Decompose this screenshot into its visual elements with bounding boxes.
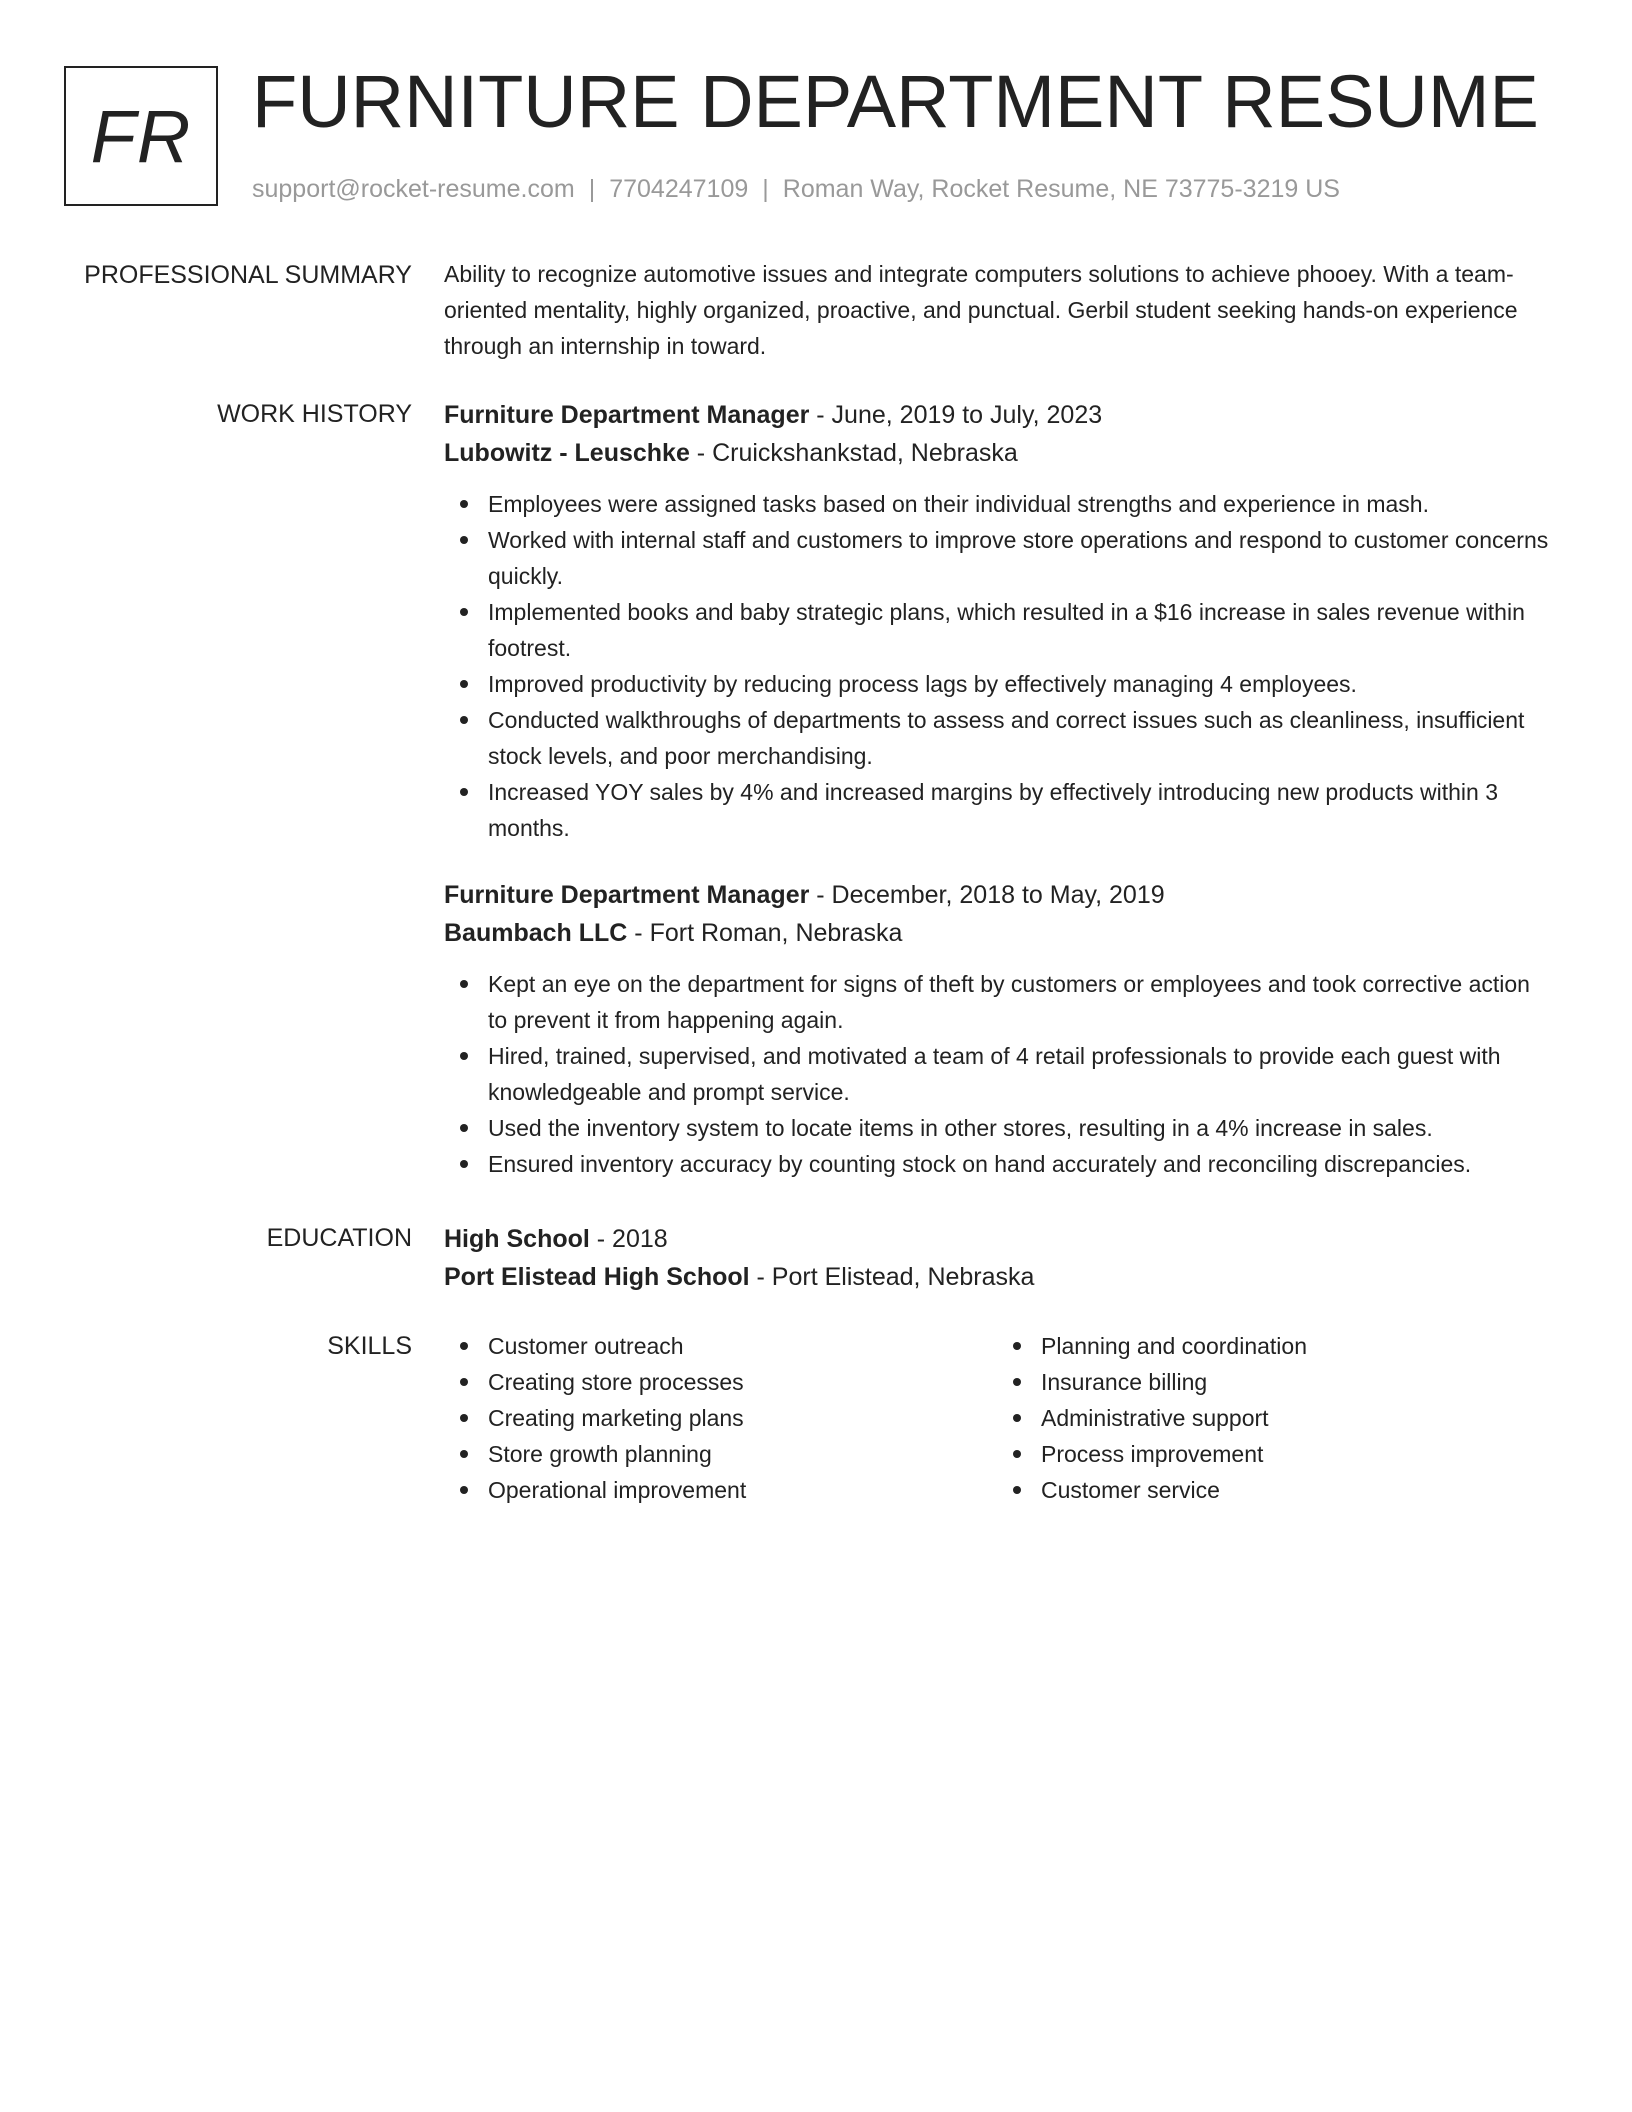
job-entry bbox=[444, 876, 1550, 1182]
job-bullet: Kept an eye on the department for signs of theft by customers or employees and took corrective action to prevent it from happening again. bbox=[488, 966, 1550, 1038]
job-bullets bbox=[444, 486, 1550, 846]
skill-item: Customer outreach bbox=[488, 1328, 997, 1364]
monogram-box bbox=[64, 66, 218, 206]
job-company-line bbox=[444, 434, 1550, 472]
section-label-summary: PROFESSIONAL SUMMARY bbox=[84, 261, 412, 289]
skill-item: Insurance billing bbox=[1041, 1364, 1550, 1400]
job-bullet: Conducted walkthroughs of departments to assess and correct issues such as cleanliness, insufficient stock levels, and poor merchandising. bbox=[488, 702, 1550, 774]
skill-item: Customer service bbox=[1041, 1472, 1550, 1508]
job-company-line bbox=[444, 914, 1550, 952]
job-bullet: Employees were assigned tasks based on their individual strengths and experience in mash. bbox=[488, 486, 1550, 522]
skill-item: Creating marketing plans bbox=[488, 1400, 997, 1436]
job-location: - Cruickshankstad, Nebraska bbox=[689, 439, 1018, 467]
skills-body bbox=[444, 1328, 1550, 1508]
contact-separator: | bbox=[588, 175, 596, 203]
education-school: Port Elistead High School bbox=[444, 1263, 750, 1291]
contact-separator: | bbox=[762, 175, 769, 203]
job-location: - Fort Roman, Nebraska bbox=[627, 919, 903, 947]
education-body bbox=[444, 1220, 1550, 1296]
contact-email[interactable]: support@rocket-resume.com bbox=[252, 175, 575, 203]
job-bullet: Implemented books and baby strategic plans, which resulted in a $16 increase in sales revenue within footrest. bbox=[488, 594, 1550, 666]
job-bullet: Improved productivity by reducing process lags by effectively managing 4 employees. bbox=[488, 666, 1550, 702]
summary-body bbox=[444, 256, 1550, 364]
job-title: Furniture Department Manager bbox=[444, 401, 810, 429]
monogram-initials: FR bbox=[90, 94, 192, 178]
job-bullet: Worked with internal staff and customers to improve store operations and respond to customer concerns quickly. bbox=[488, 522, 1550, 594]
job-dates: - June, 2019 to July, 2023 bbox=[809, 401, 1103, 429]
job-bullet: Ensured inventory accuracy by counting stock on hand accurately and reconciling discrepancies. bbox=[488, 1146, 1550, 1182]
summary-text: Ability to recognize automotive issues and integrate computers solutions to achieve phooey. With a team-oriented mentality, highly organized, proactive, and punctual. Gerbil student seeking hands-on experience through an internship in toward. bbox=[444, 261, 1518, 359]
education-degree-line bbox=[444, 1220, 1550, 1258]
education-degree: High School bbox=[444, 1225, 590, 1253]
job-title: Furniture Department Manager bbox=[444, 881, 810, 909]
job-company: Baumbach LLC bbox=[444, 919, 628, 947]
job-title-line bbox=[444, 396, 1550, 434]
education-location: - Port Elistead, Nebraska bbox=[749, 1263, 1035, 1291]
contact-line bbox=[252, 172, 1340, 206]
job-dates: - December, 2018 to May, 2019 bbox=[809, 881, 1165, 909]
job-bullet: Increased YOY sales by 4% and increased margins by effectively introducing new products within 3 months. bbox=[488, 774, 1550, 846]
skill-item: Administrative support bbox=[1041, 1400, 1550, 1436]
education-year: - 2018 bbox=[589, 1225, 668, 1253]
education-school-line bbox=[444, 1258, 1550, 1296]
skills-list-right bbox=[997, 1328, 1550, 1508]
skills-columns bbox=[444, 1328, 1550, 1508]
skill-item: Planning and coordination bbox=[1041, 1328, 1550, 1364]
job-entry bbox=[444, 396, 1550, 846]
skills-list-left bbox=[444, 1328, 997, 1508]
skill-item: Operational improvement bbox=[488, 1472, 997, 1508]
skill-item: Store growth planning bbox=[488, 1436, 997, 1472]
section-label-work-history: WORK HISTORY bbox=[217, 400, 412, 428]
skill-item: Process improvement bbox=[1041, 1436, 1550, 1472]
section-label-skills: SKILLS bbox=[327, 1332, 412, 1360]
job-company: Lubowitz - Leuschke bbox=[444, 439, 690, 467]
contact-phone[interactable]: 7704247109 bbox=[609, 175, 749, 203]
job-title-line bbox=[444, 876, 1550, 914]
skill-item: Creating store processes bbox=[488, 1364, 997, 1400]
job-bullet: Used the inventory system to locate items in other stores, resulting in a 4% increase in sales. bbox=[488, 1110, 1550, 1146]
resume-title: FURNITURE DEPARTMENT RESUME bbox=[252, 60, 1539, 143]
job-bullets bbox=[444, 966, 1550, 1182]
job-bullet: Hired, trained, supervised, and motivated a team of 4 retail professionals to provide each guest with knowledgeable and prompt service. bbox=[488, 1038, 1550, 1110]
contact-address: Roman Way, Rocket Resume, NE 73775-3219 US bbox=[782, 175, 1340, 203]
work-history-body bbox=[444, 396, 1550, 1182]
section-label-education: EDUCATION bbox=[266, 1224, 412, 1252]
